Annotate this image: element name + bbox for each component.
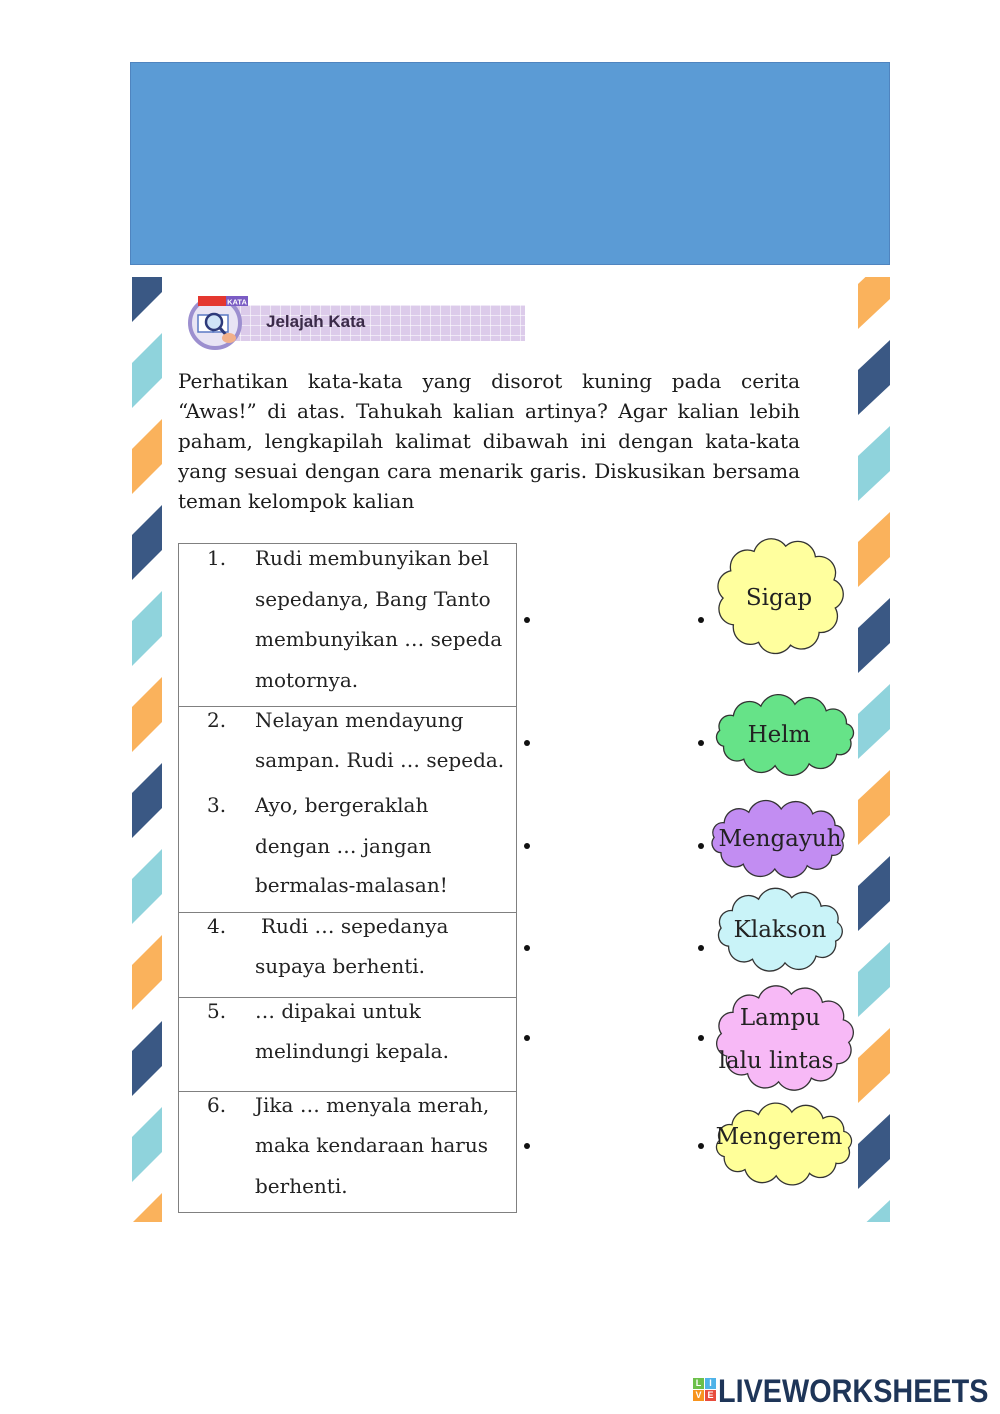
answer-cloud-helm: [717, 695, 854, 776]
question-text-line: supaya berhenti.: [255, 954, 426, 978]
answer-label: Mengerem: [715, 1124, 843, 1150]
answer-label: Lampu: [739, 1005, 821, 1031]
answer-cloud-lampu-lalu-lintas: [717, 986, 854, 1090]
question-dot-6[interactable]: [524, 1143, 530, 1149]
instructions-line: Perhatikan kata-kata yang disorot kuning pada cerita: [178, 369, 800, 393]
question-text-line: sepedanya, Bang Tanto: [255, 587, 491, 611]
question-dot-3[interactable]: [524, 843, 530, 849]
question-text-line: Ayo, bergeraklah: [255, 793, 429, 817]
answer-dot-5[interactable]: [698, 1035, 704, 1041]
question-number: 5.: [207, 999, 227, 1023]
logo-mark-letter: L: [693, 1378, 704, 1389]
question-number: 3.: [207, 793, 227, 817]
answer-dot-3[interactable]: [698, 843, 704, 849]
question-dot-5[interactable]: [524, 1035, 530, 1041]
logo-wordmark: LIVEWORKSHEETS: [718, 1373, 989, 1409]
answer-label: Mengayuh: [718, 826, 842, 852]
section-title: Jelajah Kata: [266, 312, 366, 331]
question-text-line: Rudi … sepedanya: [261, 914, 449, 938]
question-dot-2[interactable]: [524, 740, 530, 746]
question-number: 2.: [207, 708, 227, 732]
instructions-line: “Awas!” di atas. Tahukah kalian artinya? Agar kalian lebih: [178, 399, 800, 423]
answer-label: Helm: [747, 722, 811, 748]
question-dot-4[interactable]: [524, 945, 530, 951]
answer-cloud-klakson: [718, 888, 842, 971]
answer-dot-2[interactable]: [698, 740, 704, 746]
question-text-line: melindungi kepala.: [255, 1039, 449, 1063]
question-dot-1[interactable]: [524, 617, 530, 623]
answer-label: Sigap: [745, 585, 813, 611]
badge-tag-label: KATA: [227, 297, 247, 307]
answer-dot-6[interactable]: [698, 1143, 704, 1149]
question-text-line: berhenti.: [255, 1174, 348, 1198]
question-text-line: dengan … jangan: [255, 834, 432, 858]
answer-label: lalu lintas: [718, 1048, 834, 1074]
question-text-line: membunyikan … sepeda: [255, 627, 503, 651]
instructions-line: paham, lengkapilah kalimat dibawah ini dengan kata-kata: [178, 429, 800, 453]
answer-dot-1[interactable]: [698, 617, 704, 623]
logo-mark-letter: V: [693, 1390, 704, 1401]
answer-dot-4[interactable]: [698, 945, 704, 951]
answer-cloud-sigap: [718, 539, 843, 654]
answer-cloud-mengayuh: [712, 801, 844, 878]
question-text-line: sampan. Rudi … sepeda.: [255, 748, 505, 772]
question-text-line: Jika … menyala merah,: [255, 1093, 490, 1117]
question-text-line: … dipakai untuk: [255, 999, 421, 1023]
answer-cloud-mengerem: [716, 1103, 852, 1185]
instructions-line: teman kelompok kalian: [178, 489, 415, 513]
question-number: 4.: [207, 914, 227, 938]
logo-mark-letter: E: [705, 1390, 716, 1401]
question-text-line: Nelayan mendayung: [255, 708, 464, 732]
question-text-line: motornya.: [255, 668, 359, 692]
question-text-line: bermalas-malasan!: [255, 873, 448, 897]
question-number: 1.: [207, 546, 227, 570]
cloud-shape: [717, 986, 854, 1090]
logo-mark: [693, 1378, 717, 1402]
instructions-line: yang sesuai dengan cara menarik garis. Diskusikan bersama: [178, 459, 800, 483]
question-text-line: maka kendaraan harus: [255, 1133, 489, 1157]
question-text-line: Rudi membunyikan bel: [255, 546, 489, 570]
answer-label: Klakson: [733, 917, 827, 943]
question-number: 6.: [207, 1093, 227, 1117]
logo-mark-letter: I: [705, 1378, 716, 1389]
